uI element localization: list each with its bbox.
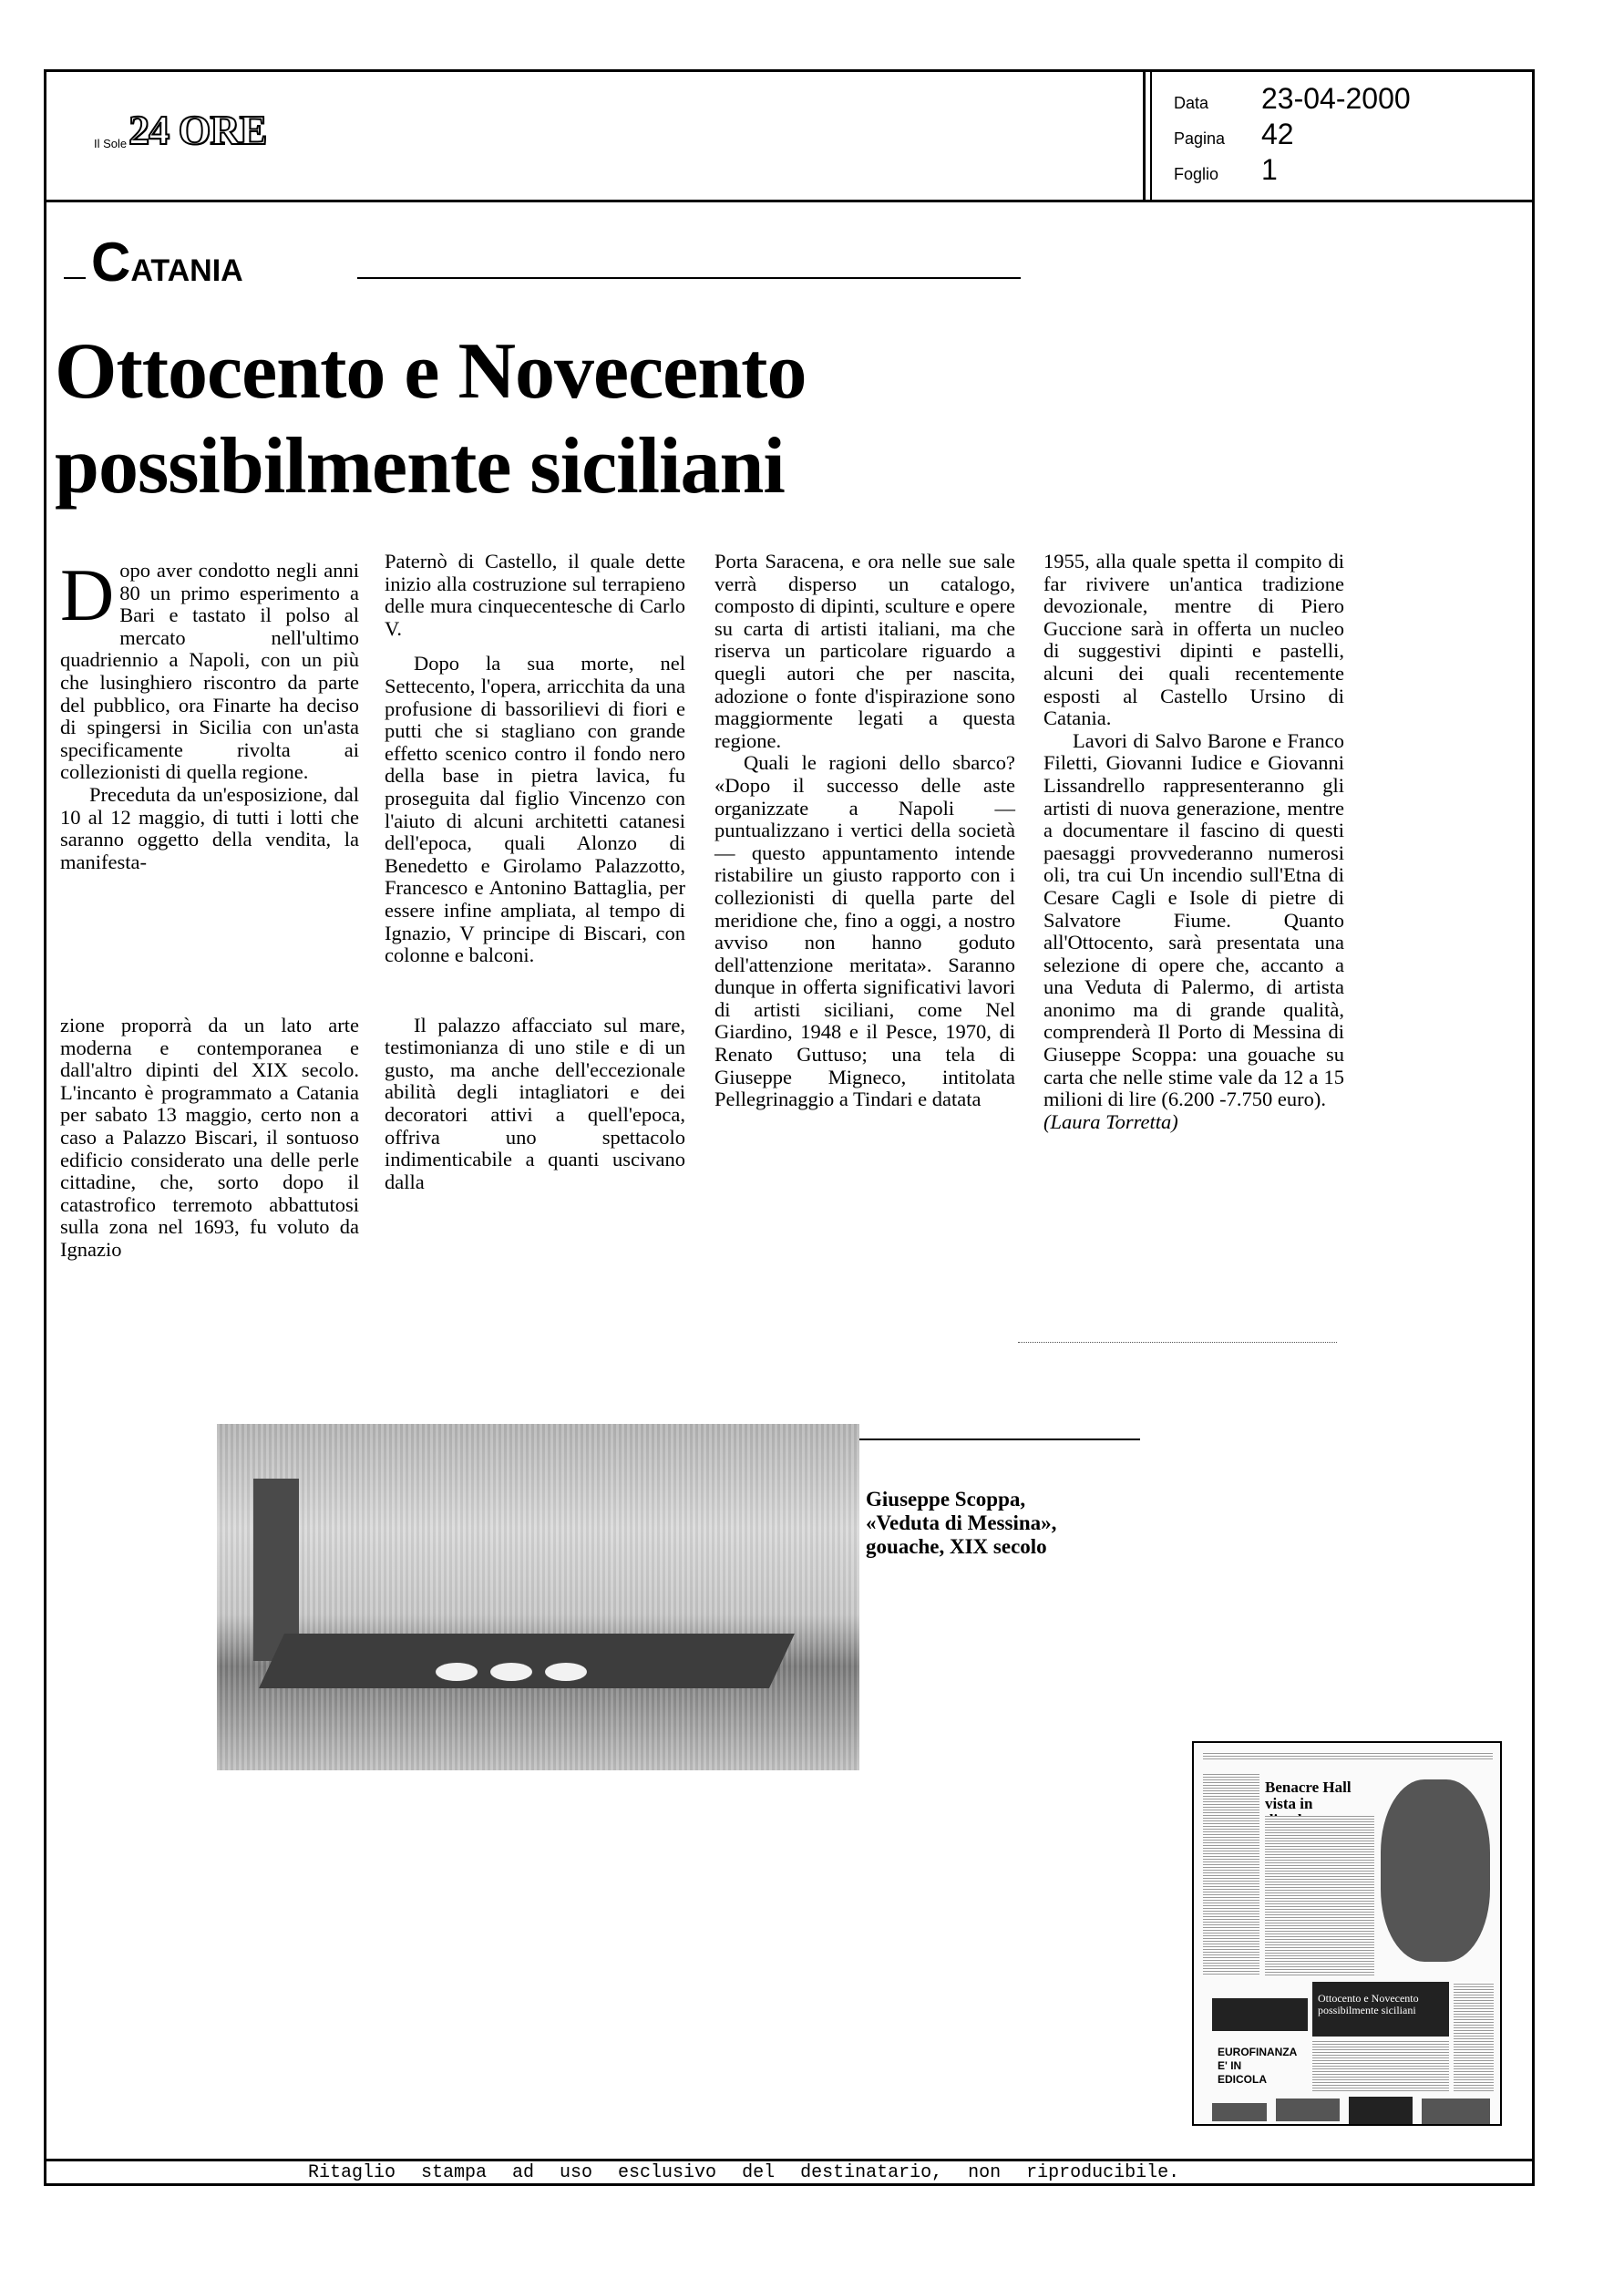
- photo-shoreline: [259, 1634, 795, 1688]
- paragraph: Quali le ragioni dello sbarco? «Dopo il successo delle aste organizzate a Napoli — puntualizzano i vertici della società — questo appuntamento intende ristabilire un giusto rapporto con i collezionisti di quella parte del meridione che, fino a oggi, a nostro avviso non hanno goduto dell'attenzione meritata». Saranno dunque in offerta significativi lavori di artisti siciliani, come Nel Giardino, 1948 e il Pesce, 1970, di Renato Guttuso; una tela di Giuseppe Migneco, intitolata Pellegrinaggio a Tindari e datata: [714, 751, 1015, 1111]
- logo-small-text: Il Sole: [94, 137, 128, 150]
- caption-line-1: Giuseppe Scoppa,: [866, 1488, 1026, 1511]
- photo-boat: [490, 1663, 532, 1681]
- meta-label: Foglio: [1174, 165, 1219, 183]
- article-column-1-bottom: [60, 1015, 359, 1262]
- header-divider: [1143, 69, 1146, 200]
- meta-label: Pagina: [1174, 129, 1226, 148]
- photo-boat: [436, 1663, 478, 1681]
- meta-value: 1: [1261, 153, 1278, 186]
- paragraph: Preceduta da un'esposizione, dal 10 al 12 maggio, di tutti i lotti che saranno oggetto della vendita, la manifesta-: [60, 782, 359, 873]
- thumb-image: [1212, 2103, 1267, 2121]
- meta-value: 42: [1261, 118, 1294, 150]
- paragraph: Il palazzo affacciato sul mare, testimonianza di uno stile e di un gusto, ma anche dell'eccezionale abilità degli intagliatori e dei decoratori attivi a quell'epoca, offriva uno spettacolo indimenticabile a quanti uscivano dalla: [385, 1013, 685, 1193]
- paragraph: Dopo la sua morte, nel Settecento, l'opera, arricchita da una profusione di bassorilievi di fiori e putti che si stagliano con grande effetto scenico contro il fondo nero della base in pietra lavica, fu proseguita dal figlio Vincenzo con l'aiuto di alcuni architetti catanesi dell'epoca, quali Alonzo di Benedetto e Girolamo Palazzotto, Francesco e Antonino Battaglia, per essere infine ampliata, al tempo di Ignazio, V principe di Biscari, con colonne e balconi.: [385, 652, 685, 967]
- headline-line-2: possibilmente siciliani: [55, 422, 785, 510]
- meta-label: Data: [1174, 94, 1209, 112]
- article-column-3: [714, 551, 1015, 1111]
- thumb-text-block: [1265, 1816, 1374, 1975]
- meta-row-sheet: [1174, 153, 1411, 189]
- artwork-photo: [217, 1424, 859, 1770]
- article-headline: [55, 325, 1039, 514]
- thumb-image: [1276, 2099, 1340, 2121]
- meta-row-page: [1174, 118, 1411, 153]
- thumb-promo-banner: [1212, 1998, 1308, 2031]
- section-rest: ATANIA: [130, 253, 243, 288]
- thumb-masthead: [1203, 1752, 1493, 1759]
- caption-line-3: gouache, XIX secolo: [866, 1535, 1047, 1558]
- article-column-2: [385, 551, 685, 1193]
- headline-line-1: Ottocento e Novecento: [55, 327, 807, 416]
- page-thumbnail: [1192, 1741, 1502, 2126]
- caption-line-2: «Veduta di Messina»,: [866, 1511, 1057, 1534]
- thumb-text-block: [1203, 1774, 1259, 1975]
- thumb-article-title: Ottocento e Novecento possibilmente siciliani: [1318, 1992, 1419, 2016]
- meta-row-date: [1174, 82, 1411, 118]
- article-column-4: [1043, 551, 1344, 1133]
- thumb-promo-line-1: EUROFINANZA: [1218, 2046, 1298, 2058]
- drop-cap: D: [60, 553, 115, 636]
- paragraph: Paternò di Castello, il quale dette inizio alla costruzione sul terrapieno delle mura cinquecentesche di Carlo V.: [385, 550, 685, 640]
- thumb-image: [1349, 2097, 1413, 2124]
- clipping-metadata: [1174, 82, 1411, 189]
- paragraph: Lavori di Salvo Barone e Franco Filetti, Giovanni Iudice e Giovanni Lissandrello rappresenteranno gli artisti di nuova generazione, mentre a documentare il fascino di questi paesaggi provvederanno numerosi oli, tra cui Un incendio sull'Etna di Cesare Cagli e Isole di pietre di Salvatore Fiume. Quanto all'Ottocento, sarà presentata una selezione di opere che, accanto a una Veduta di Palermo, di artista anonimo ma di grande qualità, comprenderà Il Porto di Messina di Giuseppe Scoppa: una gouache su carta che nelle stime vale da 12 a 15 milioni di lire (6.200 -7.750 euro).: [1043, 728, 1344, 1111]
- paragraph: 1955, alla quale spetta il compito di far rivivere un'antica tradizione devozionale, mentre di Piero Guccione sarà in offerta un nucleo di suggestivi dipinti e pastelli, alcuni dei quali recentemente esposti al Castello Ursino di Catania.: [1043, 550, 1344, 730]
- thumb-promo-text: [1218, 2046, 1297, 2087]
- paragraph: Porta Saracena, e ora nelle sue sale verrà disperso un catalogo, composto di dipinti, sculture e opere su carta di artisti italiani, ma che riserva un particolare riguardo a quegli autori che per nascita, adozione o fonte d'ispirazione sono maggiormente legati a questa regione.: [714, 550, 1015, 752]
- meta-value: 23-04-2000: [1261, 82, 1411, 115]
- footer-notice: Ritaglio stampa ad uso esclusivo del destinatario, non riproducibile.: [308, 2162, 1180, 2183]
- section-name: [91, 232, 243, 298]
- section-rule-left: [64, 277, 86, 279]
- newspaper-logo: [94, 107, 267, 153]
- thumb-headline: Benacre Hall vista in: [1265, 1779, 1352, 1812]
- footer-notice-bar: [44, 2159, 1535, 2186]
- thumb-promo-line-2: E' IN: [1218, 2059, 1242, 2072]
- article-author: (Laura Torretta): [1043, 1109, 1178, 1133]
- thumb-text-block: [1312, 2040, 1449, 2091]
- paragraph: zione proporrà da un lato arte moderna e contemporanea e dall'altro dipinti del XIX secolo. L'incanto è programmato a Catania per sabato 13 maggio, certo non a caso a Palazzo Biscari, il sontuoso edificio considerato una delle perle cittadine, che, sorto dopo il catastrofico terremoto abbattutosi sulla zona nel 1693, fu voluto da Ignazio: [60, 1014, 359, 1261]
- thumb-text-block: [1454, 1982, 1494, 2091]
- clipping-header: [44, 69, 1535, 202]
- thumb-image: [1422, 2099, 1490, 2124]
- photo-texture: [217, 1424, 859, 1770]
- header-divider-inner: [1150, 69, 1152, 200]
- thumb-image: [1381, 1779, 1490, 1962]
- thumb-promo-line-3: EDICOLA: [1218, 2073, 1267, 2086]
- section-rule-right: [357, 277, 1021, 279]
- section-initial: C: [91, 232, 131, 293]
- paragraph-text: opo aver condotto negli anni 80 un primo esperimento a Bari e tastato il polso al mercato nell'ultimo quadriennio a Napoli, con un più che lusinghiero riscontro da parte del pubblico, ora Finarte ha deciso di spingersi in Sicilia con un'asta specificamente rivolta ai collezionisti di quella regione.: [60, 559, 359, 784]
- paragraph: [60, 553, 359, 784]
- logo-big-text: 24 ORE: [128, 107, 267, 153]
- photo-caption: [866, 1488, 1139, 1559]
- section-label: [64, 232, 1021, 293]
- caption-rule: [859, 1439, 1140, 1440]
- article-column-1-top: [60, 553, 359, 873]
- photo-boat: [545, 1663, 587, 1681]
- article-end-rule: [1018, 1342, 1337, 1343]
